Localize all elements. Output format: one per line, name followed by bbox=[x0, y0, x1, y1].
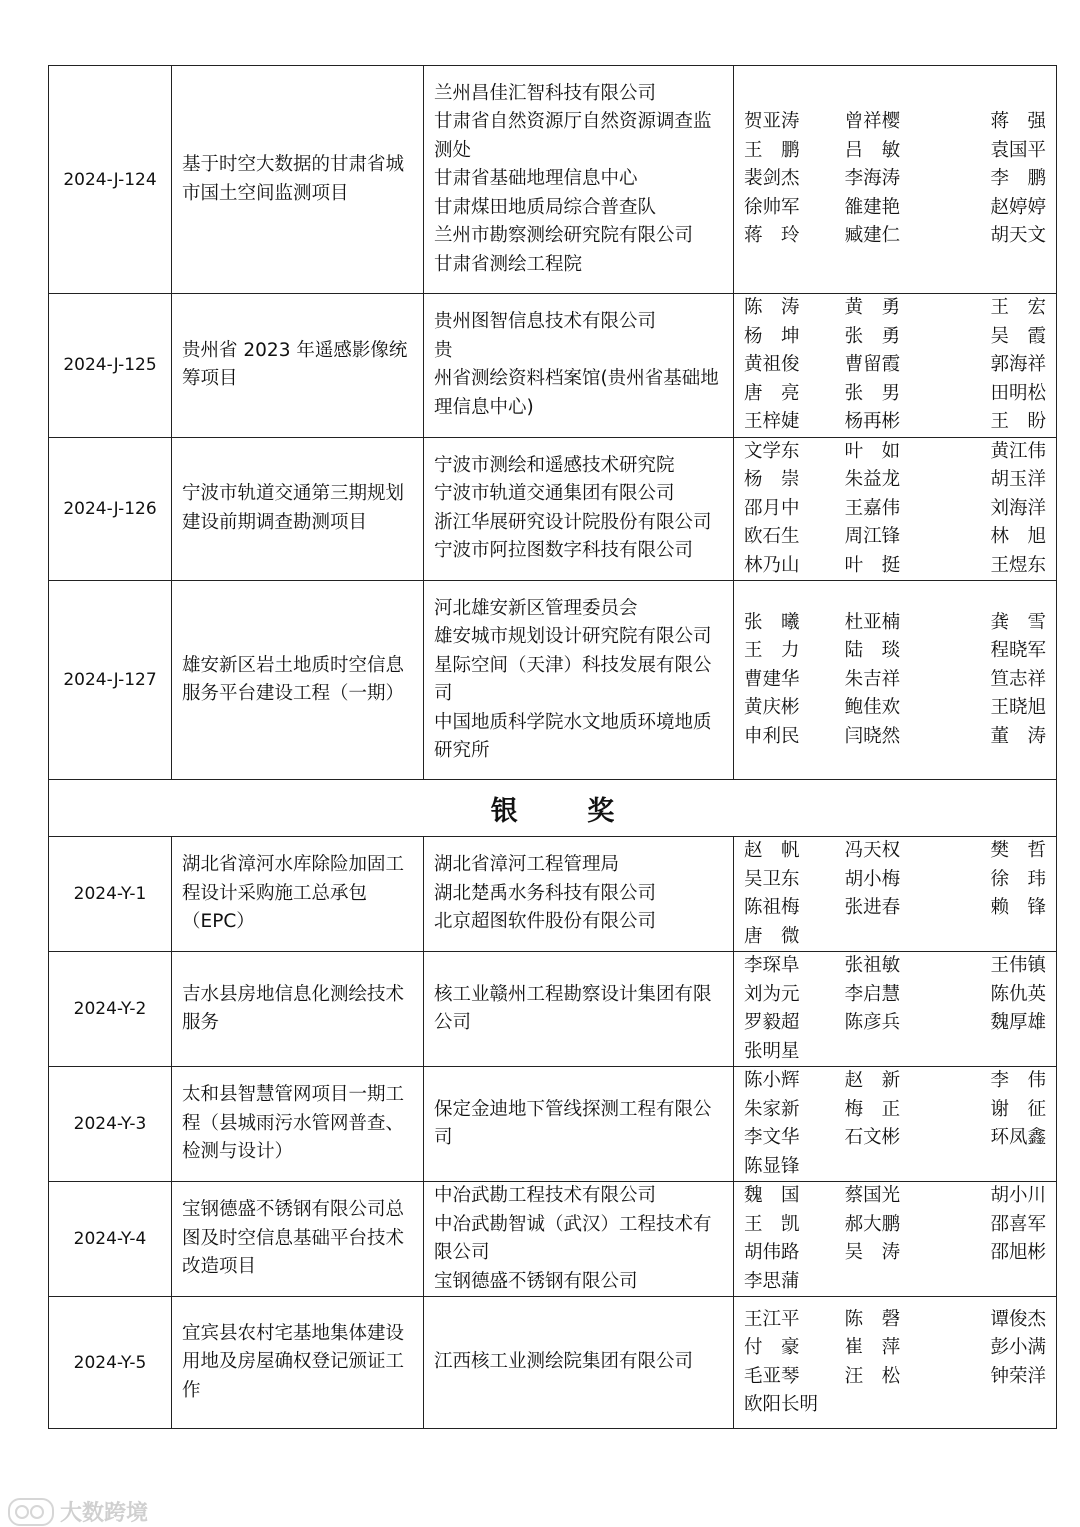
person-name: 唐 微 bbox=[744, 925, 800, 947]
silver-rows bbox=[49, 837, 1057, 1429]
person-name: 付 豪 bbox=[744, 1337, 800, 1358]
people-row bbox=[744, 194, 1046, 223]
person-name: 邵喜军 bbox=[990, 1213, 1046, 1235]
people-cell bbox=[734, 1297, 1057, 1429]
unit-name: 甘肃省测绘工程院 bbox=[434, 253, 583, 275]
person-name: 樊 哲 bbox=[990, 840, 1046, 861]
person-name: 王江平 bbox=[744, 1308, 800, 1330]
table-row bbox=[49, 437, 1057, 581]
table-row bbox=[49, 294, 1057, 438]
unit-name: 北京超图软件股份有限公司 bbox=[434, 911, 657, 933]
unit-name: 保定金迪地下管线探测工程有限公司 bbox=[434, 1098, 712, 1148]
people-cell bbox=[734, 581, 1057, 780]
person-name: 程晓军 bbox=[990, 640, 1046, 662]
person-name: 王伟镇 bbox=[990, 955, 1046, 976]
person-name: 郭海祥 bbox=[990, 354, 1046, 375]
unit-name: 宁波市测绘和遥感技术研究院 bbox=[434, 454, 675, 476]
person-name: 李海涛 bbox=[844, 168, 901, 190]
person-name: 赖 锋 bbox=[990, 897, 1046, 918]
people-cell bbox=[734, 837, 1057, 952]
people-row bbox=[744, 894, 1046, 923]
unit-name: 湖北省漳河工程管理局 bbox=[434, 854, 620, 876]
person-name: 蒋 强 bbox=[990, 111, 1046, 133]
person-name: 陈显锋 bbox=[744, 1155, 800, 1177]
person-name: 曹留霞 bbox=[844, 354, 901, 375]
person-name: 龚 雪 bbox=[990, 611, 1046, 633]
people-row bbox=[744, 981, 1046, 1010]
person-name: 王晓旭 bbox=[990, 697, 1046, 719]
person-name: 徐帅军 bbox=[744, 196, 800, 218]
person-name: 张 男 bbox=[844, 382, 901, 404]
person-name: 袁国平 bbox=[990, 139, 1046, 161]
person-name: 裴剑杰 bbox=[744, 168, 800, 190]
unit-name: 核工业赣州工程勘察设计集团有限公司 bbox=[434, 983, 712, 1033]
people-row bbox=[744, 108, 1046, 137]
people-row bbox=[744, 165, 1046, 194]
table-row bbox=[49, 1067, 1057, 1182]
units-cell bbox=[424, 1297, 734, 1429]
person-name: 胡小梅 bbox=[844, 868, 901, 890]
unit-name: 宝钢德盛不锈钢有限公司 bbox=[434, 1270, 638, 1292]
person-name: 黄祖俊 bbox=[744, 354, 800, 375]
person-name: 胡玉洋 bbox=[990, 469, 1046, 490]
people-row bbox=[744, 837, 1046, 866]
person-name: 梅 正 bbox=[844, 1098, 901, 1120]
award-id: 2024-J-124 bbox=[49, 66, 172, 294]
person-name: 鲍佳欢 bbox=[844, 697, 901, 719]
people-row bbox=[744, 495, 1046, 524]
project-name: 基于时空大数据的甘肃省城市国土空间监测项目 bbox=[172, 66, 424, 294]
people-row bbox=[744, 408, 1046, 437]
people-row bbox=[744, 1067, 1046, 1096]
people-row bbox=[744, 1124, 1046, 1153]
person-name: 赵 新 bbox=[844, 1070, 901, 1091]
person-name: 李琛阜 bbox=[744, 955, 800, 976]
person-name: 张 曦 bbox=[744, 611, 800, 633]
unit-name: 雄安城市规划设计研究院有限公司 bbox=[434, 626, 712, 647]
person-name: 闫晓然 bbox=[844, 725, 901, 747]
people-cell bbox=[734, 66, 1057, 294]
people-row bbox=[744, 694, 1046, 723]
person-name: 唐 亮 bbox=[744, 382, 800, 404]
person-name: 陆 琰 bbox=[844, 640, 901, 662]
person-name: 申利民 bbox=[744, 725, 800, 747]
awards-table bbox=[48, 65, 1057, 1429]
project-name: 宜宾县农村宅基地集体建设用地及房屋确权登记颁证工作 bbox=[172, 1297, 424, 1429]
table-row bbox=[49, 1182, 1057, 1297]
person-name: 邵月中 bbox=[744, 497, 800, 519]
person-name: 朱吉祥 bbox=[844, 668, 901, 690]
person-name: 胡天文 bbox=[990, 225, 1046, 247]
project-name: 宝钢德盛不锈钢有限公司总图及时空信息基础平台技术改造项目 bbox=[172, 1182, 424, 1297]
person-name: 石文彬 bbox=[844, 1127, 901, 1148]
people-cell bbox=[734, 294, 1057, 438]
person-name: 王 凯 bbox=[744, 1213, 800, 1235]
person-name: 王嘉伟 bbox=[844, 497, 901, 519]
person-name: 张 勇 bbox=[844, 325, 901, 347]
people-row bbox=[744, 637, 1046, 666]
person-name: 刘为元 bbox=[744, 983, 800, 1005]
person-name: 冯天权 bbox=[844, 840, 901, 861]
person-name: 王梓婕 bbox=[744, 411, 800, 432]
unit-name: 宁波市阿拉图数字科技有限公司 bbox=[434, 540, 694, 562]
person-name: 王 盼 bbox=[990, 411, 1046, 432]
person-name: 魏厚雄 bbox=[990, 1012, 1046, 1033]
unit-name: 江西核工业测绘院集团有限公司 bbox=[434, 1351, 694, 1373]
people-row bbox=[744, 1391, 1046, 1420]
unit-name: 州省测绘资料档案馆(贵州省基础地理信息中心) bbox=[434, 368, 719, 418]
person-name: 汪 松 bbox=[844, 1365, 901, 1387]
award-id: 2024-J-126 bbox=[49, 437, 172, 581]
people-row bbox=[744, 1182, 1046, 1211]
units-cell bbox=[424, 66, 734, 294]
person-name: 张祖敏 bbox=[844, 955, 901, 976]
people-row bbox=[744, 1239, 1046, 1268]
award-id: 2024-J-125 bbox=[49, 294, 172, 438]
section-heading: 银 奖 bbox=[490, 795, 645, 827]
people-row bbox=[744, 723, 1046, 752]
unit-name: 兰州市勘察测绘研究院有限公司 bbox=[434, 225, 694, 247]
person-name: 雒建艳 bbox=[844, 196, 901, 218]
person-name: 张进春 bbox=[844, 897, 901, 918]
person-name: 朱家新 bbox=[744, 1098, 800, 1120]
award-id: 2024-Y-3 bbox=[49, 1067, 172, 1182]
people-row bbox=[744, 438, 1046, 467]
person-name: 王 宏 bbox=[990, 297, 1046, 318]
award-id: 2024-J-127 bbox=[49, 581, 172, 780]
unit-name: 兰州昌佳汇智科技有限公司 bbox=[434, 82, 657, 104]
award-id: 2024-Y-5 bbox=[49, 1297, 172, 1429]
person-name: 吴 涛 bbox=[844, 1242, 901, 1263]
unit-name: 贵州图智信息技术有限公司 bbox=[434, 311, 657, 333]
units-cell bbox=[424, 952, 734, 1067]
gold-rows bbox=[49, 66, 1057, 780]
people-row bbox=[744, 1009, 1046, 1038]
people-row bbox=[744, 323, 1046, 352]
person-name: 林 旭 bbox=[990, 526, 1046, 547]
people-row bbox=[744, 351, 1046, 380]
person-name: 蔡国光 bbox=[844, 1185, 901, 1206]
table-row bbox=[49, 581, 1057, 780]
person-name: 陈 磬 bbox=[844, 1308, 901, 1330]
person-name: 胡伟路 bbox=[744, 1242, 800, 1263]
person-name: 陈祖梅 bbox=[744, 897, 800, 918]
person-name: 赵婷婷 bbox=[990, 196, 1046, 218]
person-name: 曹建华 bbox=[744, 668, 800, 690]
project-name: 雄安新区岩土地质时空信息服务平台建设工程（一期） bbox=[172, 581, 424, 780]
people-row bbox=[744, 1363, 1046, 1392]
person-name: 黄江伟 bbox=[990, 440, 1046, 462]
people-row bbox=[744, 666, 1046, 695]
unit-name: 甘肃省基础地理信息中心 bbox=[434, 168, 638, 190]
table-row bbox=[49, 952, 1057, 1067]
person-name: 林乃山 bbox=[744, 554, 800, 576]
person-name: 李 鹏 bbox=[990, 168, 1046, 190]
unit-name: 星际空间（天津）科技发展有限公司 bbox=[434, 654, 712, 704]
section-heading-row bbox=[49, 780, 1057, 837]
people-row bbox=[744, 1153, 1046, 1182]
people-row bbox=[744, 137, 1046, 166]
unit-name: 甘肃煤田地质局综合普查队 bbox=[434, 196, 657, 218]
person-name: 吕 敏 bbox=[844, 139, 901, 161]
people-cell bbox=[734, 952, 1057, 1067]
person-name: 陈 涛 bbox=[744, 297, 800, 318]
person-name: 谭俊杰 bbox=[990, 1308, 1046, 1330]
person-name: 郝大鹏 bbox=[844, 1213, 901, 1235]
person-name: 叶 挺 bbox=[844, 554, 901, 576]
people-row bbox=[744, 923, 1046, 952]
project-name: 太和县智慧管网项目一期工程（县城雨污水管网普查、检测与设计） bbox=[172, 1067, 424, 1182]
people-row bbox=[744, 1211, 1046, 1240]
person-name: 欧阳长明 bbox=[744, 1394, 819, 1415]
person-name: 贺亚涛 bbox=[744, 111, 800, 133]
person-name: 周江锋 bbox=[844, 526, 901, 547]
person-name: 王煜东 bbox=[990, 554, 1046, 576]
award-id: 2024-Y-1 bbox=[49, 837, 172, 952]
people-row bbox=[744, 1334, 1046, 1363]
people-row bbox=[744, 380, 1046, 409]
silver-section bbox=[49, 780, 1057, 837]
person-name: 谢 征 bbox=[990, 1098, 1046, 1120]
person-name: 李启慧 bbox=[844, 983, 901, 1005]
project-name: 贵州省 2023 年遥感影像统筹项目 bbox=[172, 294, 424, 438]
people-row bbox=[744, 1306, 1046, 1335]
person-name: 田明松 bbox=[990, 382, 1046, 404]
person-name: 钟荣洋 bbox=[990, 1365, 1046, 1387]
person-name: 蒋 玲 bbox=[744, 225, 800, 247]
project-name: 湖北省漳河水库除险加固工程设计采购施工总承包（EPC） bbox=[172, 837, 424, 952]
person-name: 杨 崇 bbox=[744, 469, 800, 490]
project-name: 吉水县房地信息化测绘技术服务 bbox=[172, 952, 424, 1067]
person-name: 李文华 bbox=[744, 1127, 800, 1148]
person-name: 文学东 bbox=[744, 440, 800, 462]
person-name: 臧建仁 bbox=[844, 225, 901, 247]
logo-icon bbox=[8, 1498, 54, 1526]
person-name: 魏 国 bbox=[744, 1185, 800, 1206]
award-id: 2024-Y-2 bbox=[49, 952, 172, 1067]
person-name: 叶 如 bbox=[844, 440, 901, 462]
person-name: 罗毅超 bbox=[744, 1012, 800, 1033]
people-row bbox=[744, 952, 1046, 981]
units-cell bbox=[424, 581, 734, 780]
unit-name: 中国地质科学院水文地质环境地质研究所 bbox=[434, 711, 712, 761]
unit-name: 甘肃省自然资源厅自然资源调查监测处 bbox=[434, 111, 712, 161]
people-cell bbox=[734, 437, 1057, 581]
person-name: 陈仇英 bbox=[990, 983, 1046, 1005]
units-cell bbox=[424, 294, 734, 438]
people-row bbox=[744, 866, 1046, 895]
people-row bbox=[744, 609, 1046, 638]
people-row bbox=[744, 1038, 1046, 1067]
person-name: 曾祥樱 bbox=[844, 111, 901, 133]
person-name: 毛亚琴 bbox=[744, 1365, 800, 1387]
people-row bbox=[744, 222, 1046, 251]
person-name: 李思蒲 bbox=[744, 1270, 800, 1292]
person-name: 徐 玮 bbox=[990, 868, 1046, 890]
people-cell bbox=[734, 1067, 1057, 1182]
award-id: 2024-Y-4 bbox=[49, 1182, 172, 1297]
watermark-text: 大数跨境 bbox=[60, 1501, 149, 1526]
person-name: 王 鹏 bbox=[744, 139, 800, 161]
units-cell bbox=[424, 837, 734, 952]
person-name: 赵 帆 bbox=[744, 840, 800, 861]
table-row bbox=[49, 1297, 1057, 1429]
people-cell bbox=[734, 1182, 1057, 1297]
watermark bbox=[8, 1496, 148, 1527]
unit-name: 浙江华展研究设计院股份有限公司 bbox=[434, 511, 712, 533]
people-row bbox=[744, 1096, 1046, 1125]
unit-name: 贵 bbox=[434, 339, 453, 361]
person-name: 笪志祥 bbox=[990, 668, 1046, 690]
people-row bbox=[744, 1268, 1046, 1297]
people-row bbox=[744, 294, 1046, 323]
unit-name: 中冶武勘智诚（武汉）工程技术有限公司 bbox=[434, 1213, 712, 1263]
people-row bbox=[744, 523, 1046, 552]
person-name: 邵旭彬 bbox=[990, 1242, 1046, 1263]
person-name: 崔 萍 bbox=[844, 1337, 901, 1358]
section-heading-cell bbox=[49, 780, 1057, 837]
people-row bbox=[744, 466, 1046, 495]
person-name: 李 伟 bbox=[990, 1070, 1046, 1091]
person-name: 朱益龙 bbox=[844, 469, 901, 490]
person-name: 陈小辉 bbox=[744, 1070, 800, 1091]
person-name: 张明星 bbox=[744, 1040, 800, 1062]
person-name: 王 力 bbox=[744, 640, 800, 662]
table-row bbox=[49, 66, 1057, 294]
person-name: 环凤鑫 bbox=[990, 1127, 1046, 1148]
person-name: 刘海洋 bbox=[990, 497, 1046, 519]
units-cell bbox=[424, 1182, 734, 1297]
person-name: 吴 霞 bbox=[990, 325, 1046, 347]
person-name: 杨 坤 bbox=[744, 325, 800, 347]
person-name: 杨再彬 bbox=[844, 411, 901, 432]
unit-name: 河北雄安新区管理委员会 bbox=[434, 597, 638, 619]
units-cell bbox=[424, 1067, 734, 1182]
unit-name: 湖北楚禹水务科技有限公司 bbox=[434, 882, 657, 904]
person-name: 欧石生 bbox=[744, 526, 800, 547]
person-name: 董 涛 bbox=[990, 725, 1046, 747]
units-cell bbox=[424, 437, 734, 581]
person-name: 黄庆彬 bbox=[744, 697, 800, 719]
person-name: 吴卫东 bbox=[744, 868, 800, 890]
people-row bbox=[744, 552, 1046, 581]
person-name: 彭小满 bbox=[990, 1337, 1046, 1358]
table-row bbox=[49, 837, 1057, 952]
unit-name: 宁波市轨道交通集团有限公司 bbox=[434, 483, 675, 505]
unit-name: 中冶武勘工程技术有限公司 bbox=[434, 1185, 657, 1206]
person-name: 胡小川 bbox=[990, 1185, 1046, 1206]
project-name: 宁波市轨道交通第三期规划建设前期调查勘测项目 bbox=[172, 437, 424, 581]
person-name: 黄 勇 bbox=[844, 297, 901, 318]
person-name: 杜亚楠 bbox=[844, 611, 901, 633]
person-name: 陈彦兵 bbox=[844, 1012, 901, 1033]
